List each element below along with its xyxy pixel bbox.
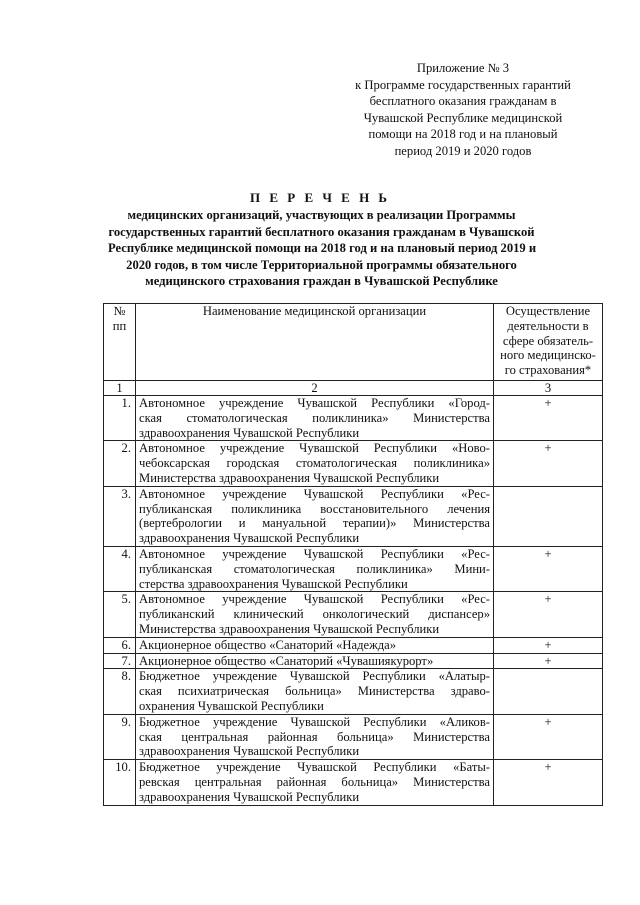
table-row	[104, 637, 603, 653]
row-number: 6.	[104, 637, 136, 653]
table-row	[104, 760, 603, 805]
row-number: 3.	[104, 486, 136, 546]
row-number: 9.	[104, 714, 136, 759]
organization-name-line: Автономное учреждение Чувашской Республики «Город-	[139, 396, 490, 410]
column-number: 2	[136, 381, 494, 396]
organization-name-line: здравоохранения Чувашской Республики	[139, 425, 360, 440]
organization-name-line: чебоксарская городская стоматологическая поликлиника»	[139, 456, 490, 471]
appendix-line: период 2019 и 2020 годов	[394, 143, 532, 158]
header-oms: Осуществление деятельности в сфере обязатель- ного медицинско- го страхования*	[494, 304, 603, 381]
oms-participation-mark: +	[494, 760, 603, 805]
appendix-line: к Программе государственных гарантий	[355, 77, 571, 92]
organization-name-line: ская стоматологическая поликлиника» Министерства	[139, 410, 490, 425]
organizations-table	[103, 303, 603, 806]
organization-name-line: (вертебрологии и мануальной терапии)» Министерства	[139, 516, 490, 531]
oms-participation-mark: +	[494, 714, 603, 759]
appendix-line: Чувашской Республике медицинской	[363, 110, 563, 125]
table-row	[104, 396, 603, 441]
organization-name	[136, 653, 494, 669]
organization-name-line: Бюджетное учреждение Чувашской Республики «Аликов-	[139, 714, 490, 729]
header-name: Наименование медицинской организации	[136, 304, 494, 381]
organization-name	[136, 396, 494, 441]
document-title: П Е Р Е Ч Е Н Ь	[249, 190, 391, 205]
subtitle-line: Республике медицинской помощи на 2018 год и на плановый период 2019 и	[108, 241, 537, 256]
appendix-line: бесплатного оказания гражданам в	[369, 94, 557, 108]
organization-name-line: публиканская стоматологическая поликлиника» Мини-	[139, 561, 490, 576]
row-number: 10.	[104, 760, 136, 805]
organization-name-line: Автономное учреждение Чувашской Республики «Ново-	[139, 441, 490, 456]
organization-name-line: здравоохранения Чувашской Республики	[139, 531, 360, 546]
organization-name	[136, 714, 494, 759]
row-number: 4.	[104, 546, 136, 591]
row-number: 5.	[104, 592, 136, 637]
appendix-line: помощи на 2018 год и на плановый	[368, 127, 558, 141]
column-number: 3	[494, 381, 603, 396]
oms-participation-mark: +	[494, 653, 603, 669]
table-row	[104, 714, 603, 759]
organization-name-line: ревская центральная районная больница» Министерства	[139, 774, 490, 789]
oms-participation-mark	[494, 486, 603, 546]
appendix-line: Приложение № 3	[416, 61, 510, 75]
organization-name-line: Автономное учреждение Чувашской Республики «Рес-	[139, 546, 490, 561]
organization-name	[136, 486, 494, 546]
organization-name-line: стерства здравоохранения Чувашской Республики	[139, 576, 408, 591]
subtitle-line: медицинского страхования граждан в Чувашской Республике	[145, 274, 498, 289]
row-number: 7.	[104, 653, 136, 669]
header-number: № пп	[104, 304, 136, 381]
organization-name-line: публиканская поликлиника восстановительного лечения	[139, 501, 490, 516]
column-number: 1	[104, 381, 136, 396]
table-row	[104, 592, 603, 637]
organization-name	[136, 669, 494, 714]
subtitle-line: государственных гарантий бесплатного оказания гражданам в Чувашской	[108, 224, 535, 239]
organization-name-line: Акционерное общество «Санаторий «Надежда»	[139, 637, 397, 652]
organization-name-line: Министерства здравоохранения Чувашской Республики	[139, 470, 440, 485]
organization-name-line: Бюджетное учреждение Чувашской Республики «Алатыр-	[139, 669, 490, 684]
organization-name-line: публиканский клинический онкологический диспансер»	[139, 607, 490, 622]
document-subtitle	[108, 207, 535, 290]
organization-name	[136, 637, 494, 653]
table-row	[104, 441, 603, 486]
table-row	[104, 546, 603, 591]
table-header-row	[104, 304, 603, 381]
organization-name-line: Автономное учреждение Чувашской Республики «Рес-	[139, 486, 490, 501]
column-number-row	[104, 381, 603, 396]
organization-name-line: Автономное учреждение Чувашской Республики «Рес-	[139, 592, 490, 607]
organization-name	[136, 760, 494, 805]
organization-name	[136, 441, 494, 486]
organization-name-line: ская центральная районная больница» Министерства	[139, 729, 490, 744]
row-number: 1.	[104, 396, 136, 441]
organization-name-line: Бюджетное учреждение Чувашской Республики «Баты-	[139, 760, 490, 775]
oms-participation-mark: +	[494, 592, 603, 637]
subtitle-line: медицинских организаций, участвующих в реализации Программы	[127, 208, 516, 222]
table-row	[104, 486, 603, 546]
subtitle-line: 2020 годов, в том числе Территориальной программы обязательного	[126, 257, 517, 272]
appendix-block	[338, 60, 588, 159]
organization-name-line: Министерства здравоохранения Чувашской Республики	[139, 621, 440, 636]
oms-participation-mark: +	[494, 546, 603, 591]
organization-name-line: ская психиатрическая больница» Министерства здраво-	[139, 684, 490, 699]
organization-name	[136, 592, 494, 637]
organization-name	[136, 546, 494, 591]
table-body	[104, 396, 603, 806]
organization-name-line: Акционерное общество «Санаторий «Чувашиякурорт»	[139, 653, 434, 668]
oms-participation-mark: +	[494, 637, 603, 653]
row-number: 2.	[104, 441, 136, 486]
organization-name-line: охранения Чувашской Республики	[139, 698, 324, 713]
row-number: 8.	[104, 669, 136, 714]
oms-participation-mark: +	[494, 441, 603, 486]
organization-name-line: здравоохранения Чувашской Республики	[139, 789, 360, 804]
table-row	[104, 669, 603, 714]
oms-participation-mark: +	[494, 396, 603, 441]
oms-participation-mark	[494, 669, 603, 714]
organization-name-line: здравоохранения Чувашской Республики	[139, 744, 360, 759]
table-row	[104, 653, 603, 669]
